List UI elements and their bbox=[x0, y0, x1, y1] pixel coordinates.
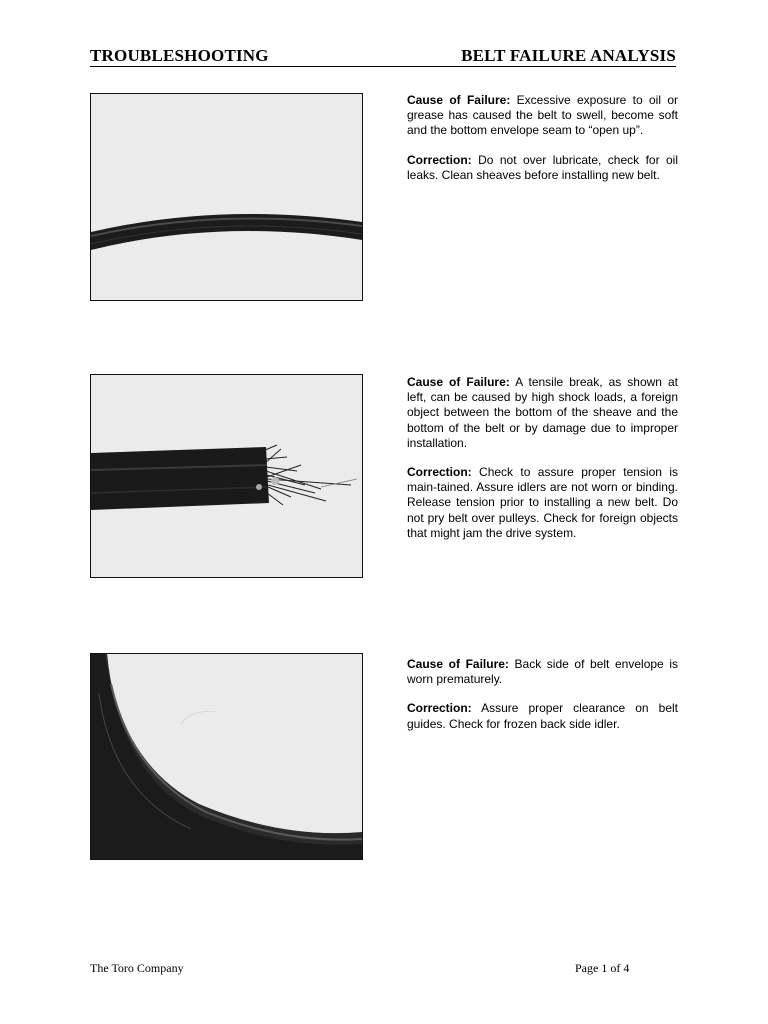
correction-text: Do not over lubricate, check for oil leaks. Clean sheaves before installing new belt. bbox=[407, 152, 678, 182]
cause-text: A tensile break, as shown at left, can be caused by high shock loads, a foreign object between the bottom of the sheave and the bottom of the belt or by damage due to improper installation. bbox=[407, 375, 679, 450]
correction-paragraph bbox=[407, 701, 678, 731]
correction-paragraph bbox=[407, 465, 678, 541]
cause-paragraph bbox=[407, 93, 678, 139]
page-header bbox=[90, 46, 676, 67]
correction-label: Correction: bbox=[407, 701, 472, 716]
cause-label: Cause of Failure: bbox=[407, 375, 510, 389]
header-title-left: TROUBLESHOOTING bbox=[90, 46, 269, 65]
cause-paragraph bbox=[407, 657, 678, 687]
correction-text: Check to assure proper tension is main-tained. Assure idlers are not worn or binding. Release tension prior to installing a new belt. Do not pry belt over pulleys. Check for foreign objects that might jam the drive system. bbox=[407, 465, 678, 540]
failure-section-3 bbox=[407, 657, 678, 746]
cause-text: Excessive exposure to oil or grease has caused the belt to swell, become soft and the bottom envelope seam to “open up”. bbox=[407, 93, 678, 138]
tensile-break-photo bbox=[90, 374, 363, 578]
swollen-belt-photo bbox=[90, 93, 363, 301]
worn-envelope-photo bbox=[90, 653, 363, 860]
correction-label: Correction: bbox=[407, 465, 472, 480]
footer-page-number: Page 1 of 4 bbox=[575, 961, 630, 975]
footer-company: The Toro Company bbox=[90, 961, 184, 975]
cause-label: Cause of Failure: bbox=[407, 657, 509, 671]
failure-section-2 bbox=[407, 375, 678, 555]
correction-text: Assure proper clearance on belt guides. Check for frozen back side idler. bbox=[407, 701, 678, 731]
cause-text: Back side of belt envelope is worn prematurely. bbox=[407, 657, 678, 687]
header-title-right: BELT FAILURE ANALYSIS bbox=[461, 46, 676, 65]
cause-paragraph bbox=[407, 375, 678, 451]
correction-paragraph bbox=[407, 153, 678, 183]
failure-section-1 bbox=[407, 93, 678, 197]
correction-label: Correction: bbox=[407, 152, 472, 167]
cause-label: Cause of Failure: bbox=[407, 93, 511, 107]
